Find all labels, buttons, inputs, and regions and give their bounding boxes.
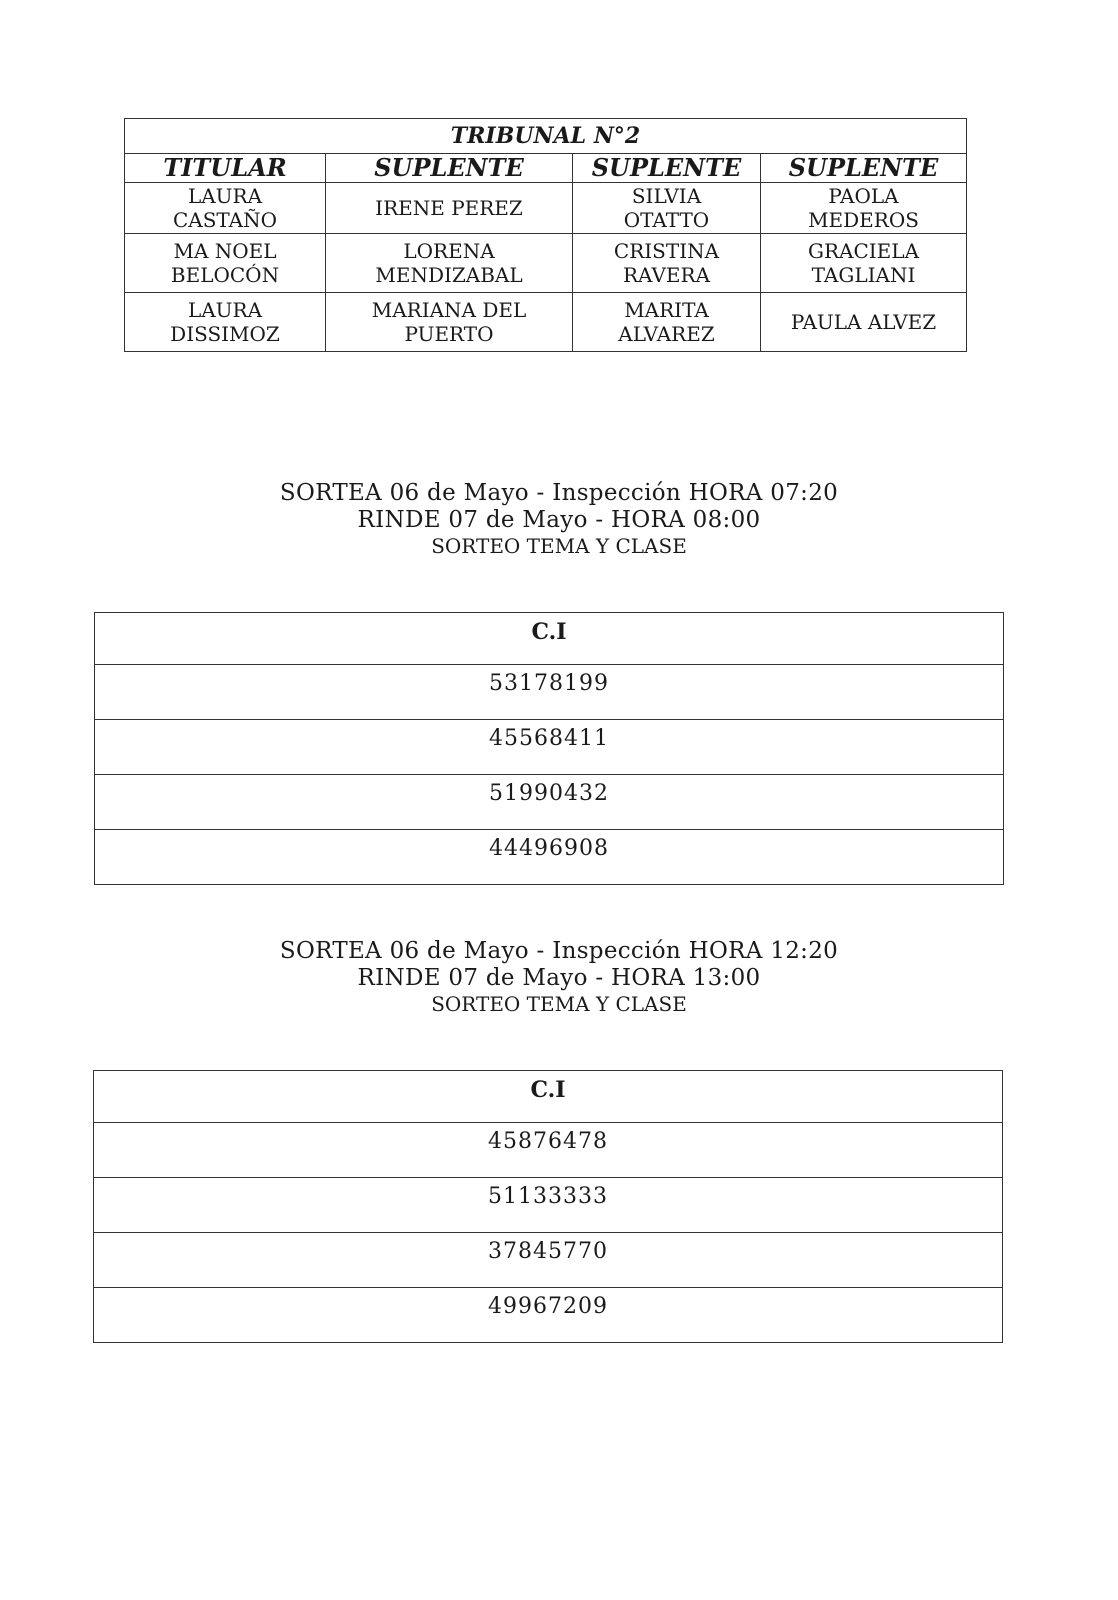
table-row — [95, 665, 1004, 720]
table-row — [125, 183, 967, 234]
name-line: PAULA ALVEZ — [790, 310, 937, 334]
name-line: PAOLA — [828, 184, 899, 208]
name-line: MARITA — [624, 298, 709, 322]
name-cell — [573, 234, 761, 293]
name-cell — [125, 183, 326, 234]
name-cell — [761, 183, 967, 234]
tribunal-title: TRIBUNAL N°2 — [125, 119, 967, 154]
ci-value: 51990432 — [95, 775, 1004, 830]
session-topic-line: SORTEO TEMA Y CLASE — [431, 992, 687, 1016]
name-line: BELOCÓN — [170, 263, 280, 287]
name-line: MA NOEL — [173, 239, 277, 263]
table-row — [94, 1288, 1003, 1343]
table-row — [125, 293, 967, 352]
name-line: MENDIZABAL — [375, 263, 523, 287]
table-row — [125, 234, 967, 293]
name-cell — [573, 293, 761, 352]
name-cell — [326, 293, 573, 352]
name-line: ALVAREZ — [618, 322, 715, 346]
table-row — [94, 1233, 1003, 1288]
session-draw-line: SORTEA 06 de Mayo - Inspección HORA 07:20 — [279, 480, 839, 506]
name-line: DISSIMOZ — [170, 322, 280, 346]
session-exam-line: RINDE 07 de Mayo - HORA 08:00 — [357, 507, 761, 533]
name-cell — [125, 293, 326, 352]
name-line: MEDEROS — [808, 208, 919, 232]
name-cell — [125, 234, 326, 293]
name-line: IRENE PEREZ — [375, 196, 523, 220]
name-cell — [761, 234, 967, 293]
table-row — [95, 720, 1004, 775]
name-cell — [573, 183, 761, 234]
ci-value: 44496908 — [95, 830, 1004, 885]
name-line: MARIANA DEL — [371, 298, 527, 322]
ci-table-session-1 — [94, 612, 1004, 885]
ci-header: C.I — [95, 613, 1004, 665]
name-line: RAVERA — [622, 263, 711, 287]
ci-value: 37845770 — [94, 1233, 1003, 1288]
name-cell — [326, 183, 573, 234]
name-line: CRISTINA — [613, 239, 720, 263]
name-line: SILVIA — [631, 184, 702, 208]
header-suplente-2: SUPLENTE — [573, 154, 761, 183]
ci-value: 45568411 — [95, 720, 1004, 775]
ci-value: 45876478 — [94, 1123, 1003, 1178]
header-titular: TITULAR — [125, 154, 326, 183]
session-topic-line: SORTEO TEMA Y CLASE — [431, 534, 687, 558]
table-row — [94, 1123, 1003, 1178]
session-draw-line: SORTEA 06 de Mayo - Inspección HORA 12:20 — [279, 938, 839, 964]
table-row — [95, 775, 1004, 830]
ci-header: C.I — [94, 1071, 1003, 1123]
name-cell — [326, 234, 573, 293]
name-line: OTATTO — [623, 208, 710, 232]
name-line: LAURA — [187, 184, 263, 208]
name-line: TAGLIANI — [811, 263, 916, 287]
header-suplente-3: SUPLENTE — [761, 154, 967, 183]
ci-value: 53178199 — [95, 665, 1004, 720]
name-line: CASTAÑO — [172, 208, 278, 232]
ci-table-session-2 — [93, 1070, 1003, 1343]
session-2-info — [0, 938, 1118, 1016]
name-line: LORENA — [403, 239, 495, 263]
ci-value: 49967209 — [94, 1288, 1003, 1343]
name-cell — [761, 293, 967, 352]
name-line: PUERTO — [404, 322, 494, 346]
tribunal-table — [124, 118, 967, 352]
table-row — [95, 830, 1004, 885]
table-row — [94, 1178, 1003, 1233]
ci-value: 51133333 — [94, 1178, 1003, 1233]
name-line: GRACIELA — [808, 239, 920, 263]
name-line: LAURA — [187, 298, 263, 322]
session-1-info — [0, 480, 1118, 558]
session-exam-line: RINDE 07 de Mayo - HORA 13:00 — [357, 965, 761, 991]
header-suplente-1: SUPLENTE — [326, 154, 573, 183]
